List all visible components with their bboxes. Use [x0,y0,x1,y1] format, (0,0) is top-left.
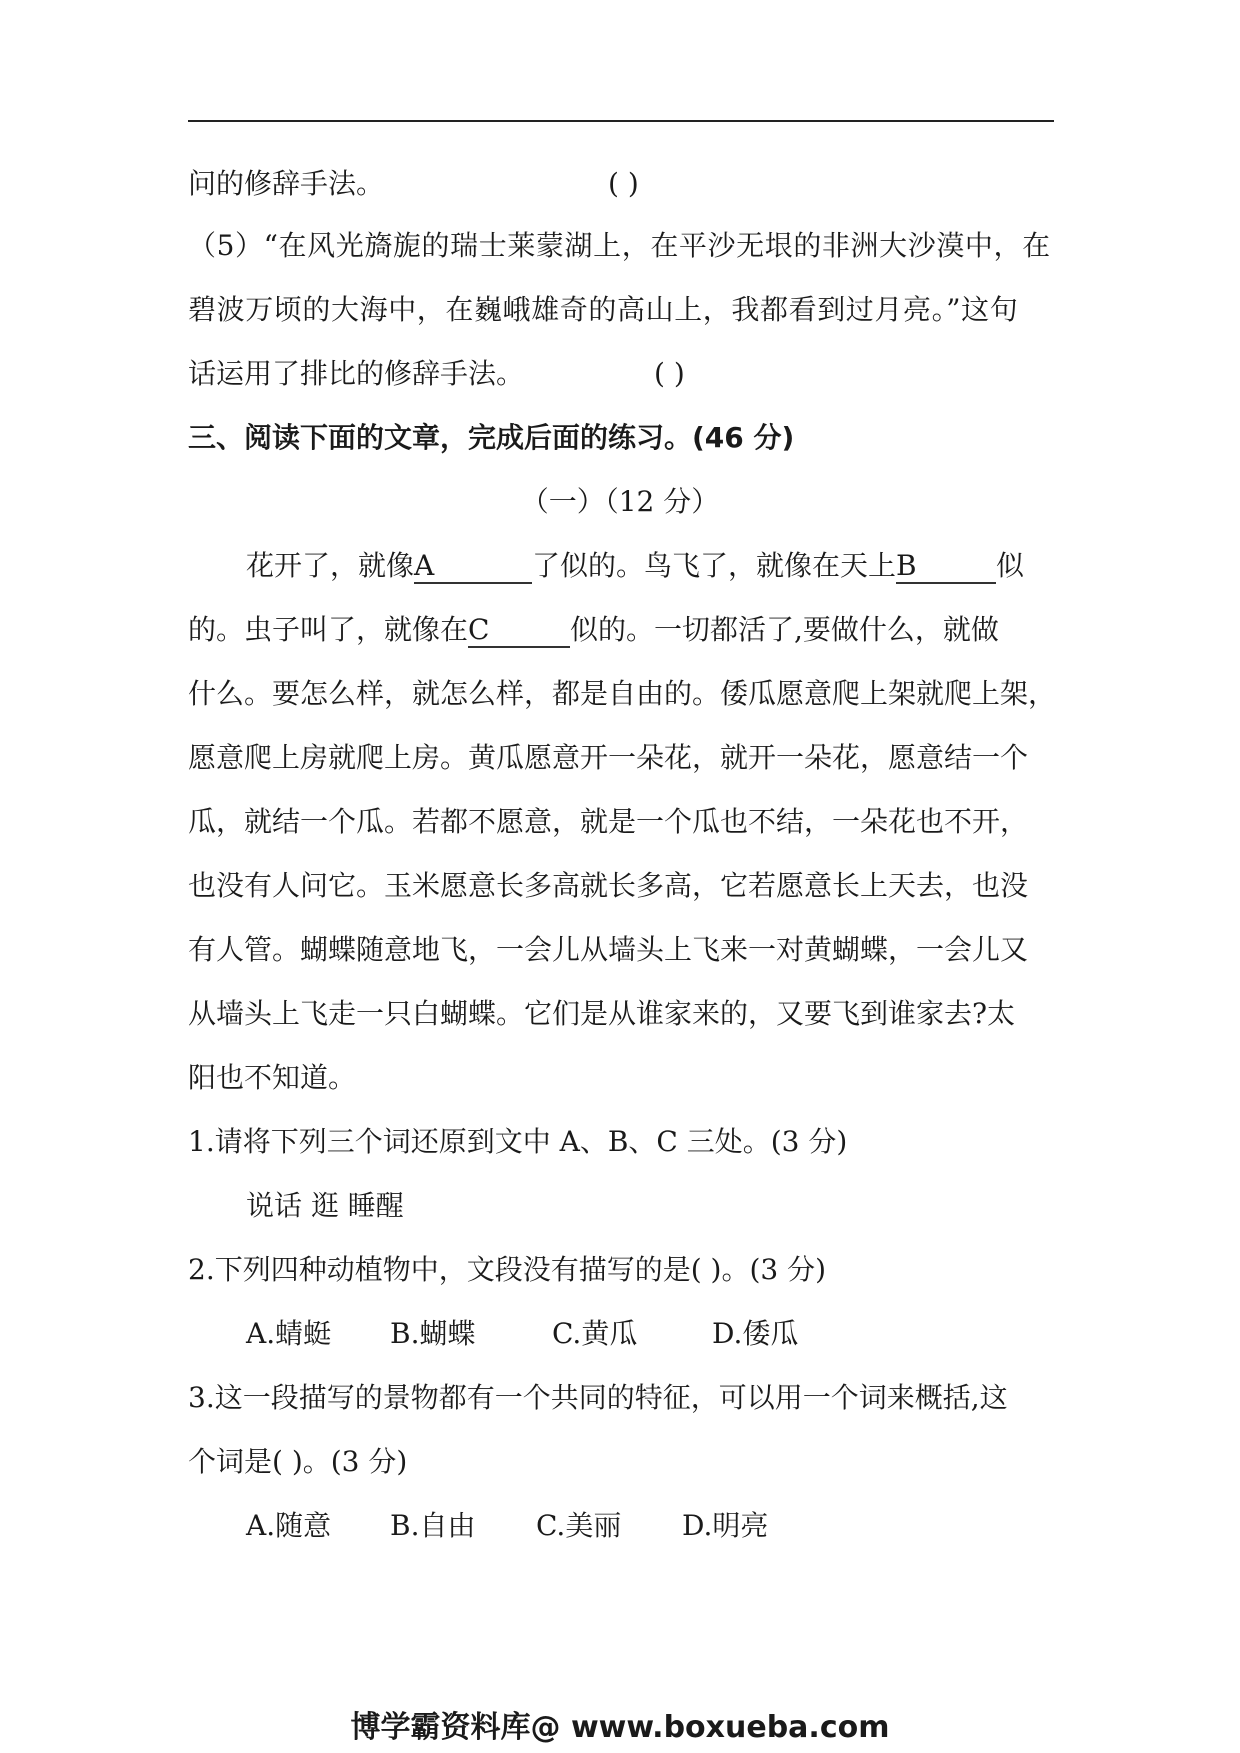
passage-text: 似 [996,549,1025,582]
option-b[interactable]: B.蝴蝶 [390,1317,476,1350]
footer-watermark: 博学霸资料库@ www.boxueba.com [350,1710,890,1745]
question-1-words: 说话 逛 睡醒 [246,1189,404,1222]
passage-text: 了似的。鸟飞了，就像在天上 [532,549,897,582]
item-5-line-1: （5）“在风光旖旎的瑞士莱蒙湖上，在平沙无垠的非洲大沙漠中，在 [188,229,1051,262]
blank-b[interactable]: B [896,550,996,584]
section-heading: 三、阅读下面的文章，完成后面的练习。(46 分) [188,421,795,454]
line-text: 话运用了排比的修辞手法。 [188,357,525,390]
top-rule [188,120,1054,122]
passage-line-4: 愿意爬上房就爬上房。黄瓜愿意开一朵花，就开一朵花，愿意结一个 [188,741,1029,774]
item-5-line-3 [188,354,685,394]
blank-c[interactable]: C [468,614,570,648]
item-5-line-2: 碧波万顷的大海中，在巍峨雄奇的高山上，我都看到过月亮。”这句 [188,293,1019,326]
passage-text: 花开了，就像 [246,549,415,582]
answer-paren: ( ) [654,357,685,390]
passage-line-6: 也没有人问它。玉米愿意长多高就长多高，它若愿意长上天去，也没 [188,869,1029,902]
continuation-line [188,164,639,204]
passage-line-3: 什么。要怎么样，就怎么样，都是自由的。倭瓜愿意爬上架就爬上架， [188,677,1057,710]
option-a[interactable]: A.随意 [246,1509,332,1542]
question-3-line-2: 个词是( )。(3 分) [188,1445,408,1478]
passage-line-8: 从墙头上飞走一只白蝴蝶。它们是从谁家来的，又要飞到谁家去?太 [188,997,1016,1030]
passage-text: 的。虫子叫了，就像在 [188,613,469,646]
passage-line-2 [188,610,999,650]
line-text: 问的修辞手法。 [188,167,385,200]
option-b[interactable]: B.自由 [390,1509,476,1542]
question-2: 2.下列四种动植物中，文段没有描写的是( )。(3 分) [188,1253,827,1286]
question-3-line-1: 3.这一段描写的景物都有一个共同的特征，可以用一个词来概括,这 [188,1381,1008,1414]
passage-line-7: 有人管。蝴蝶随意地飞，一会儿从墙头上飞来一对黄蝴蝶，一会儿又 [188,933,1029,966]
passage-text: 似的。一切都活了,要做什么，就做 [570,613,999,646]
answer-paren: ( ) [608,167,639,200]
passage-line-5: 瓜，就结一个瓜。若都不愿意，就是一个瓜也不结，一朵花也不开， [188,805,1029,838]
option-c[interactable]: C.黄瓜 [552,1317,638,1350]
passage-line-1 [246,546,1024,586]
option-d[interactable]: D.明亮 [682,1509,769,1542]
passage-line-9: 阳也不知道。 [188,1061,357,1094]
option-a[interactable]: A.蜻蜓 [246,1317,332,1350]
question-1: 1.请将下列三个词还原到文中 A、B、C 三处。(3 分) [188,1125,848,1158]
part-heading: （一）（12 分） [520,485,720,518]
blank-a[interactable]: A [414,550,532,584]
option-d[interactable]: D.倭瓜 [712,1317,799,1350]
option-c[interactable]: C.美丽 [536,1509,622,1542]
